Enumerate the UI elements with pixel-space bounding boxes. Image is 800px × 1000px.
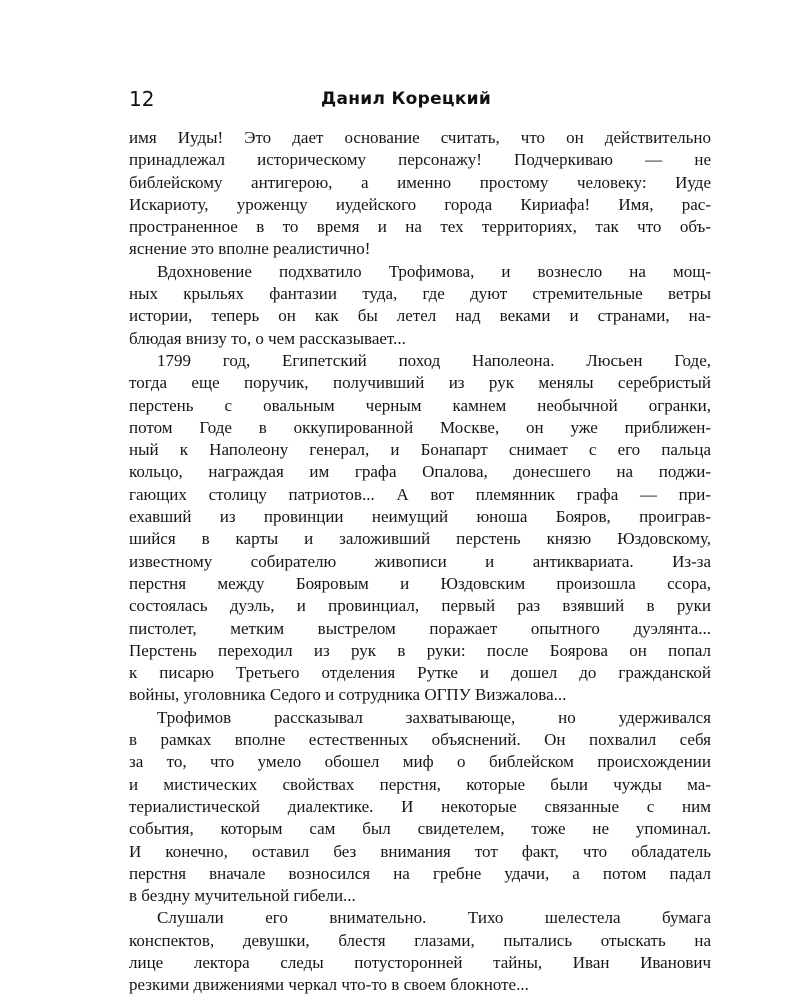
text-line: резкими движениями черкал что-то в своем блокноте...	[129, 975, 529, 995]
text-line: известному собирателю живописи и антиквариата. Из-за	[129, 551, 711, 571]
text-line: ных крыльях фантазии туда, где дуют стремительные ветры	[129, 284, 711, 304]
text-line: за то, что умело обошел миф о библейском происхождении	[129, 752, 711, 772]
text-line: перстень с овальным черным камнем необычной огранки,	[129, 395, 711, 415]
text-line: состоялась дуэль, и провинциал, первый раз взявший в руки	[129, 596, 711, 616]
text-line: в бездну мучительной гибели...	[129, 886, 356, 906]
text-line: лице лектора следы потусторонней тайны, Иван Иванович	[129, 952, 711, 972]
text-line: Слушали его внимательно. Тихо шелестела бумага	[157, 908, 711, 928]
text-line: кольцо, награждая им графа Опалова, донесшего на поджи-	[129, 462, 711, 482]
text-line: пространенное в то время и на тех территориях, так что объ-	[129, 217, 711, 237]
running-title: Данил Корецкий	[321, 89, 492, 109]
text-line: конспектов, девушки, блестя глазами, пытались отыскать на	[129, 930, 711, 950]
text-line: и мистических свойствах перстня, которые были чужды ма-	[129, 774, 711, 794]
text-line: принадлежал историческому персонажу! Подчеркиваю — не	[129, 150, 711, 170]
text-line: истории, теперь он как бы летел над веками и странами, на-	[129, 306, 711, 326]
text-line: териалистической диалектике. И некоторые связанные с ним	[129, 796, 711, 816]
text-line: перстня между Бояровым и Юздовским произошла ссора,	[129, 573, 711, 593]
text-line: Перстень переходил из рук в руки: после Боярова он попал	[129, 640, 711, 660]
text-line: И конечно, оставил без внимания тот факт, что обладатель	[129, 841, 711, 861]
text-line: гающих столицу патриотов... А вот племянник графа — при-	[129, 484, 711, 504]
page-number: 12	[129, 87, 155, 111]
text-line: Искариоту, уроженцу иудейского города Кириафа! Имя, рас-	[129, 194, 711, 214]
text-line: яснение это вполне реалистично!	[129, 239, 371, 259]
text-line: войны, уголовника Седого и сотрудника ОГПУ Визжалова...	[129, 685, 567, 705]
text-line: Вдохновение подхватило Трофимова, и вознесло на мощ-	[157, 261, 711, 281]
running-head	[129, 86, 711, 112]
text-line: библейскому антигерою, а именно простому человеку: Иуде	[129, 172, 711, 192]
text-line: перстня вначале возносился на гребне удачи, а потом падал	[129, 863, 711, 883]
text-line: Трофимов рассказывал захватывающе, но удерживался	[157, 707, 711, 727]
text-line: ехавший из провинции неимущий юноша Бояров, проиграв-	[129, 507, 711, 527]
text-line: тогда еще поручик, получивший из рук менялы серебристый	[129, 373, 711, 393]
text-line: ный к Наполеону генерал, и Бонапарт снимает с его пальца	[129, 440, 711, 460]
text-line: события, которым сам был свидетелем, тоже не упоминал.	[129, 819, 711, 839]
text-line: шийся в карты и заложивший перстень князю Юздовскому,	[129, 529, 711, 549]
text-line: 1799 год, Египетский поход Наполеона. Люсьен Годе,	[157, 350, 711, 370]
text-line: в рамках вполне естественных объяснений. Он похвалил себя	[129, 730, 711, 750]
text-line: пистолет, метким выстрелом поражает опытного дуэлянта...	[129, 618, 711, 638]
text-line: имя Иуды! Это дает основание считать, что он действительно	[129, 128, 711, 147]
text-line: к писарю Третьего отделения Рутке и дошел до гражданской	[129, 663, 711, 683]
body-text	[129, 127, 711, 997]
text-line: блюдая внизу то, о чем рассказывает...	[129, 328, 406, 348]
text-line: потом Годе в оккупированной Москве, он уже приближен-	[129, 417, 711, 437]
